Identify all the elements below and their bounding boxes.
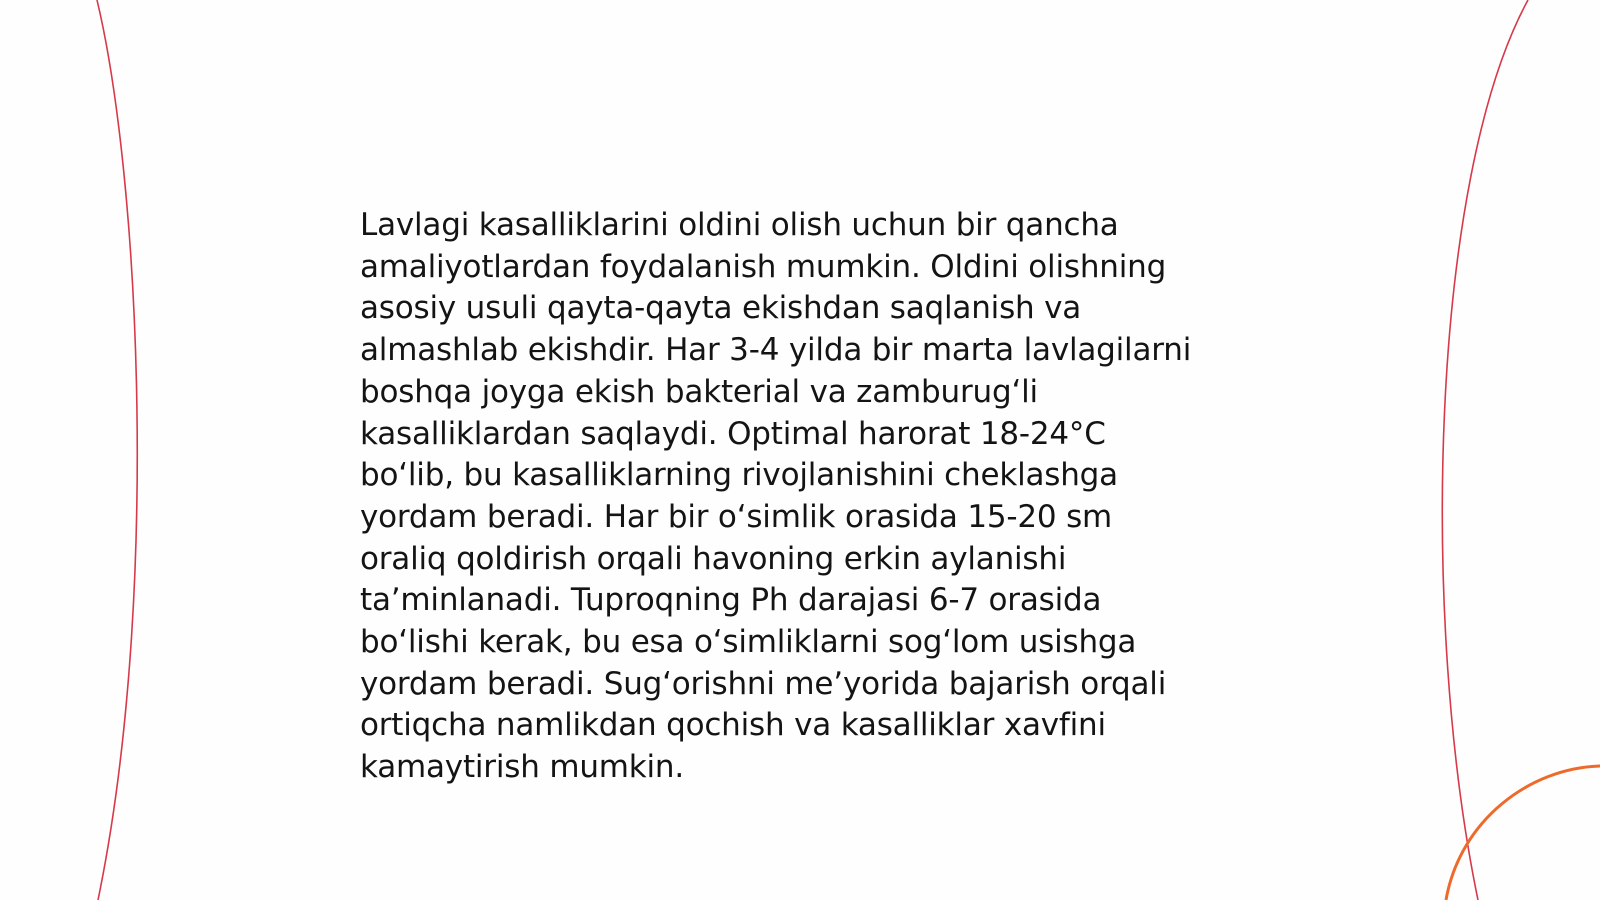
paragraph-line: Lavlagi kasalliklarini oldini olish uchun bir qancha	[360, 207, 1119, 243]
paragraph-line: asosiy usuli qayta-qayta ekishdan saqlanish va	[360, 290, 1082, 327]
paragraph-line: ta’minlanadi. Tuproqning Ph darajasi 6-7 orasida	[360, 582, 1102, 619]
paragraph-line: bo‘lib, bu kasalliklarning rivojlanishini cheklashga	[360, 457, 1118, 494]
paragraph-line: amaliyotlardan foydalanish mumkin. Oldini olishning	[360, 248, 1167, 285]
right-decorative-curve	[1442, 0, 1528, 900]
body-paragraph	[360, 205, 1240, 789]
paragraph-line: boshqa joyga ekish bakterial va zamburug‘li	[360, 373, 1038, 410]
paragraph-line: bo‘lishi kerak, bu esa o‘simliklarni sog‘lom usishga	[360, 624, 1137, 661]
bottom-right-orange-arc	[1446, 766, 1600, 900]
paragraph-line: ortiqcha namlikdan qochish va kasalliklar xavfini	[360, 707, 1106, 744]
paragraph-line: yordam beradi. Har bir o‘simlik orasida 15-20 sm	[360, 498, 1113, 535]
left-decorative-curve	[97, 0, 137, 900]
paragraph-line: almashlab ekishdir. Har 3-4 yilda bir marta lavlagilarni	[360, 332, 1192, 369]
paragraph-line: kasalliklardan saqlaydi. Optimal harorat 18-24°C	[360, 415, 1106, 452]
paragraph-line: yordam beradi. Sug‘orishni me’yorida bajarish orqali	[360, 665, 1167, 702]
paragraph-line: kamaytirish mumkin.	[360, 749, 685, 786]
paragraph-line: oraliq qoldirish orqali havoning erkin aylanishi	[360, 540, 1067, 577]
